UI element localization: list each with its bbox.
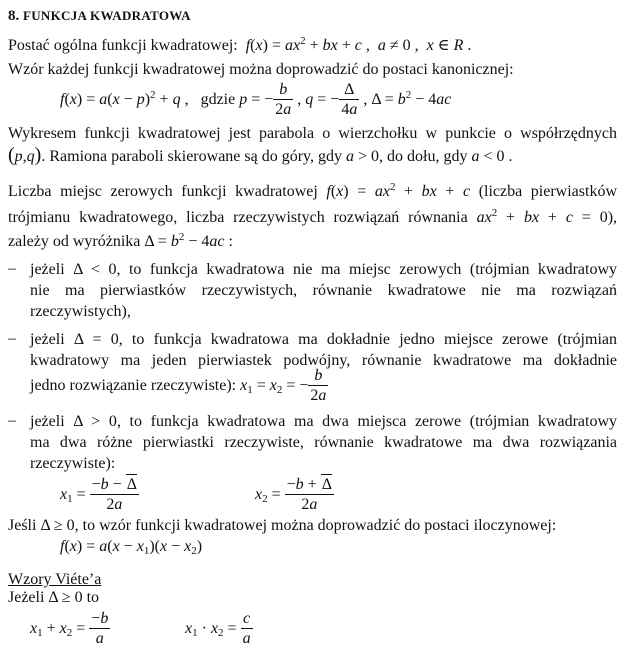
case-negative-line3: rzeczywistych), [30,303,131,320]
case-positive-line1: jeżeli Δ > 0, to funkcja kwadratowa ma dwa miejsca zerowe (trójmian kwadratowy [30,413,617,430]
case-zero-line2: kwadratowy ma jeden pierwiastek podwójny, równanie kwadratowe ma dokładnie [30,352,617,369]
general-form-label: Postać ogólna funkcji kwadratowej: [8,37,238,54]
case-negative-line2: nie ma pierwiastków rzeczywistych, równanie kwadratowe nie ma rozwiązań [30,282,617,299]
product-form-intro: Jeśli Δ ≥ 0, to wzór funkcji kwadratowej można doprowadzić do postaci iloczynowej: [8,517,557,534]
general-form-formula: $f(x) = ax^2$ + bx + c , a ≠ 0 , x ∈ R . [245,35,472,54]
section-title [8,6,191,26]
case-zero-line1: jeżeli Δ = 0, to funkcja kwadratowa ma dokładnie jedno miejsce zerowe (trójmian [30,331,617,348]
viete-heading: Wzory Viéte’a [8,571,102,588]
graph-description-1: Wykresem funkcji kwadratowej jest parabola o wierzchołku w punkcie o współrzędnych [8,125,617,142]
product-formula: $f(x) = a(x - x_1)(x - x_2)$ [60,538,203,557]
root-x1-formula: $x_1$ = $\frac{-b - \Delta}{2a}$ [60,476,137,514]
case-positive-line2: ma dwa różne pierwiastki rzeczywiste, równanie kwadratowe ma dwa rozwiązania [30,434,617,451]
zeros-paragraph-2: trójmianu kwadratowego, liczba rzeczywistych rozwiązań równania $ax^2$ + bx + c = 0), [8,207,618,226]
general-form-line [8,36,471,56]
viete-sum-formula: $x_1 + x_2$ = $\frac{-b}{a}$ [30,609,109,647]
bullet-dash: – [8,412,16,429]
canonical-where: gdzie [200,91,236,108]
case-zero-line3: jedno rozwiązanie rzeczywiste): $x_1 = x_2$ = − $\frac{b}{2a}$ [30,366,327,404]
section-number: 8. [8,8,20,24]
canonical-formula: $f(x) = a(x - p)^2 + q$ , gdzie p = − $\frac{b}{2a}$ , q = − $\frac{\Delta}{4a}$ , $\Delta = b^2 - 4ac$ [60,80,452,118]
root-x2-formula: $x_2$ = $\frac{-b + \Delta}{2a}$ [255,476,332,514]
case-negative-line1: jeżeli Δ < 0, to funkcja kwadratowa nie ma miejsc zerowych (trójmian kwadratowy [30,261,617,278]
bullet-dash: – [8,260,16,277]
bullet-dash: – [8,330,16,347]
zeros-paragraph-3: zależy od wyróżnika $\Delta = b^2 - 4ac$ : [8,231,233,250]
viete-product-formula: $x_1 \cdot x_2$ = $\frac{c}{a}$ [185,609,251,647]
graph-description-2: (p,q). Ramiona paraboli skierowane są do góry, gdy a > 0, do dołu, gdy a < 0 . [8,144,513,166]
section-title-text: FUNKCJA KWADRATOWA [23,8,191,23]
viete-condition: Jeżeli Δ ≥ 0 to [8,589,100,606]
case-positive-line3: rzeczywiste): [30,455,116,472]
zeros-paragraph-1: Liczba miejsc zerowych funkcji kwadratowej $f(x) = ax^2$ + bx + c (liczba pierwiastków [8,181,618,200]
canonical-intro: Wzór każdej funkcji kwadratowej można doprowadzić do postaci kanonicznej: [8,61,514,78]
